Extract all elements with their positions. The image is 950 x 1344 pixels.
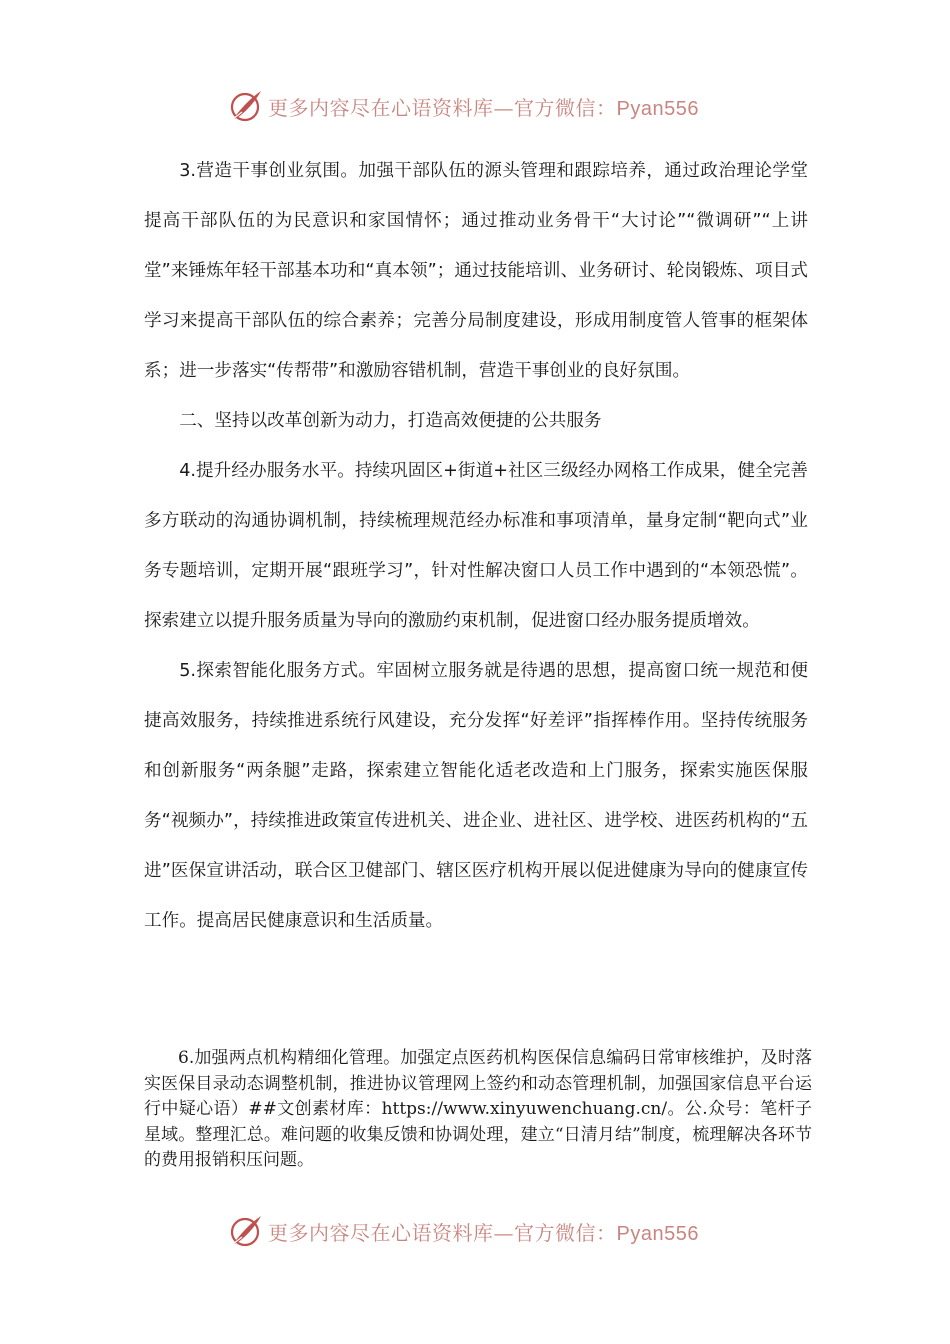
quill-pen-logo-icon [228, 1213, 264, 1249]
quill-pen-logo-icon [228, 88, 264, 124]
paragraph-6: 6.加强两点机构精细化管理。加强定点医药机构医保信息编码日常审核维护，及时落实医保目录动态调整机制，推进协议管理网上签约和动态管理机制，加强国家信息平台运行中疑心语）##文创素材库：https://www.xinyuwenchuang.cn/。公.众号：笔杆子星域。整理汇总。难问题的收集反馈和协调处理，建立“日清月结”制度，梳理解决各环节的费用报销积压问题。 [144, 1048, 812, 1170]
footer-banner-text [268, 1217, 699, 1246]
paragraph-3: 3.营造干事创业氛围。加强干部队伍的源头管理和跟踪培养，通过政治理论学堂提高干部队伍的为民意识和家国情怀；通过推动业务骨干“大讨论”“微调研”“上讲堂”来锤炼年轻干部基本功和“真本领”；通过技能培训、业务研讨、轮岗锻炼、项目式学习来提高干部队伍的综合素养；完善分局制度建设，形成用制度管人管事的框架体系；进一步落实“传帮带”和激励容错机制，营造干事创业的良好氛围。 [144, 161, 808, 381]
footer-banner-label: 更多内容尽在心语资料库—官方微信： [268, 1220, 617, 1245]
header-banner-wechat-id: Pyan556 [616, 97, 699, 120]
header-banner [228, 86, 748, 126]
header-banner-label: 更多内容尽在心语资料库—官方微信： [268, 95, 617, 120]
paragraph-5: 5.探索智能化服务方式。牢固树立服务就是待遇的思想，提高窗口统一规范和便捷高效服务，持续推进系统行风建设，充分发挥“好差评”指挥棒作用。坚持传统服务和创新服务“两条腿”走路，探索建立智能化适老改造和上门服务，探索实施医保服务“视频办”，持续推进政策宣传进机关、进企业、进社区、进学校、进医药机构的“五进”医保宣讲活动，联合区卫健部门、辖区医疗机构开展以促进健康为导向的健康宣传工作。提高居民健康意识和生活质量。 [144, 661, 808, 931]
document-body [144, 146, 808, 946]
paragraph-4: 4.提升经办服务水平。持续巩固区+街道+社区三级经办网格工作成果，健全完善多方联动的沟通协调机制，持续梳理规范经办标准和事项清单，量身定制“靶向式”业务专题培训，定期开展“跟班学习”，针对性解决窗口人员工作中遇到的“本领恐慌”。探索建立以提升服务质量为导向的激励约束机制，促进窗口经办服务提质增效。 [144, 461, 808, 631]
section-heading-2: 二、坚持以改革创新为动力，打造高效便捷的公共服务 [179, 411, 602, 431]
header-banner-text [268, 92, 699, 121]
footer-banner [228, 1211, 748, 1251]
document-body-dense [144, 1046, 812, 1174]
footer-banner-wechat-id: Pyan556 [616, 1222, 699, 1245]
